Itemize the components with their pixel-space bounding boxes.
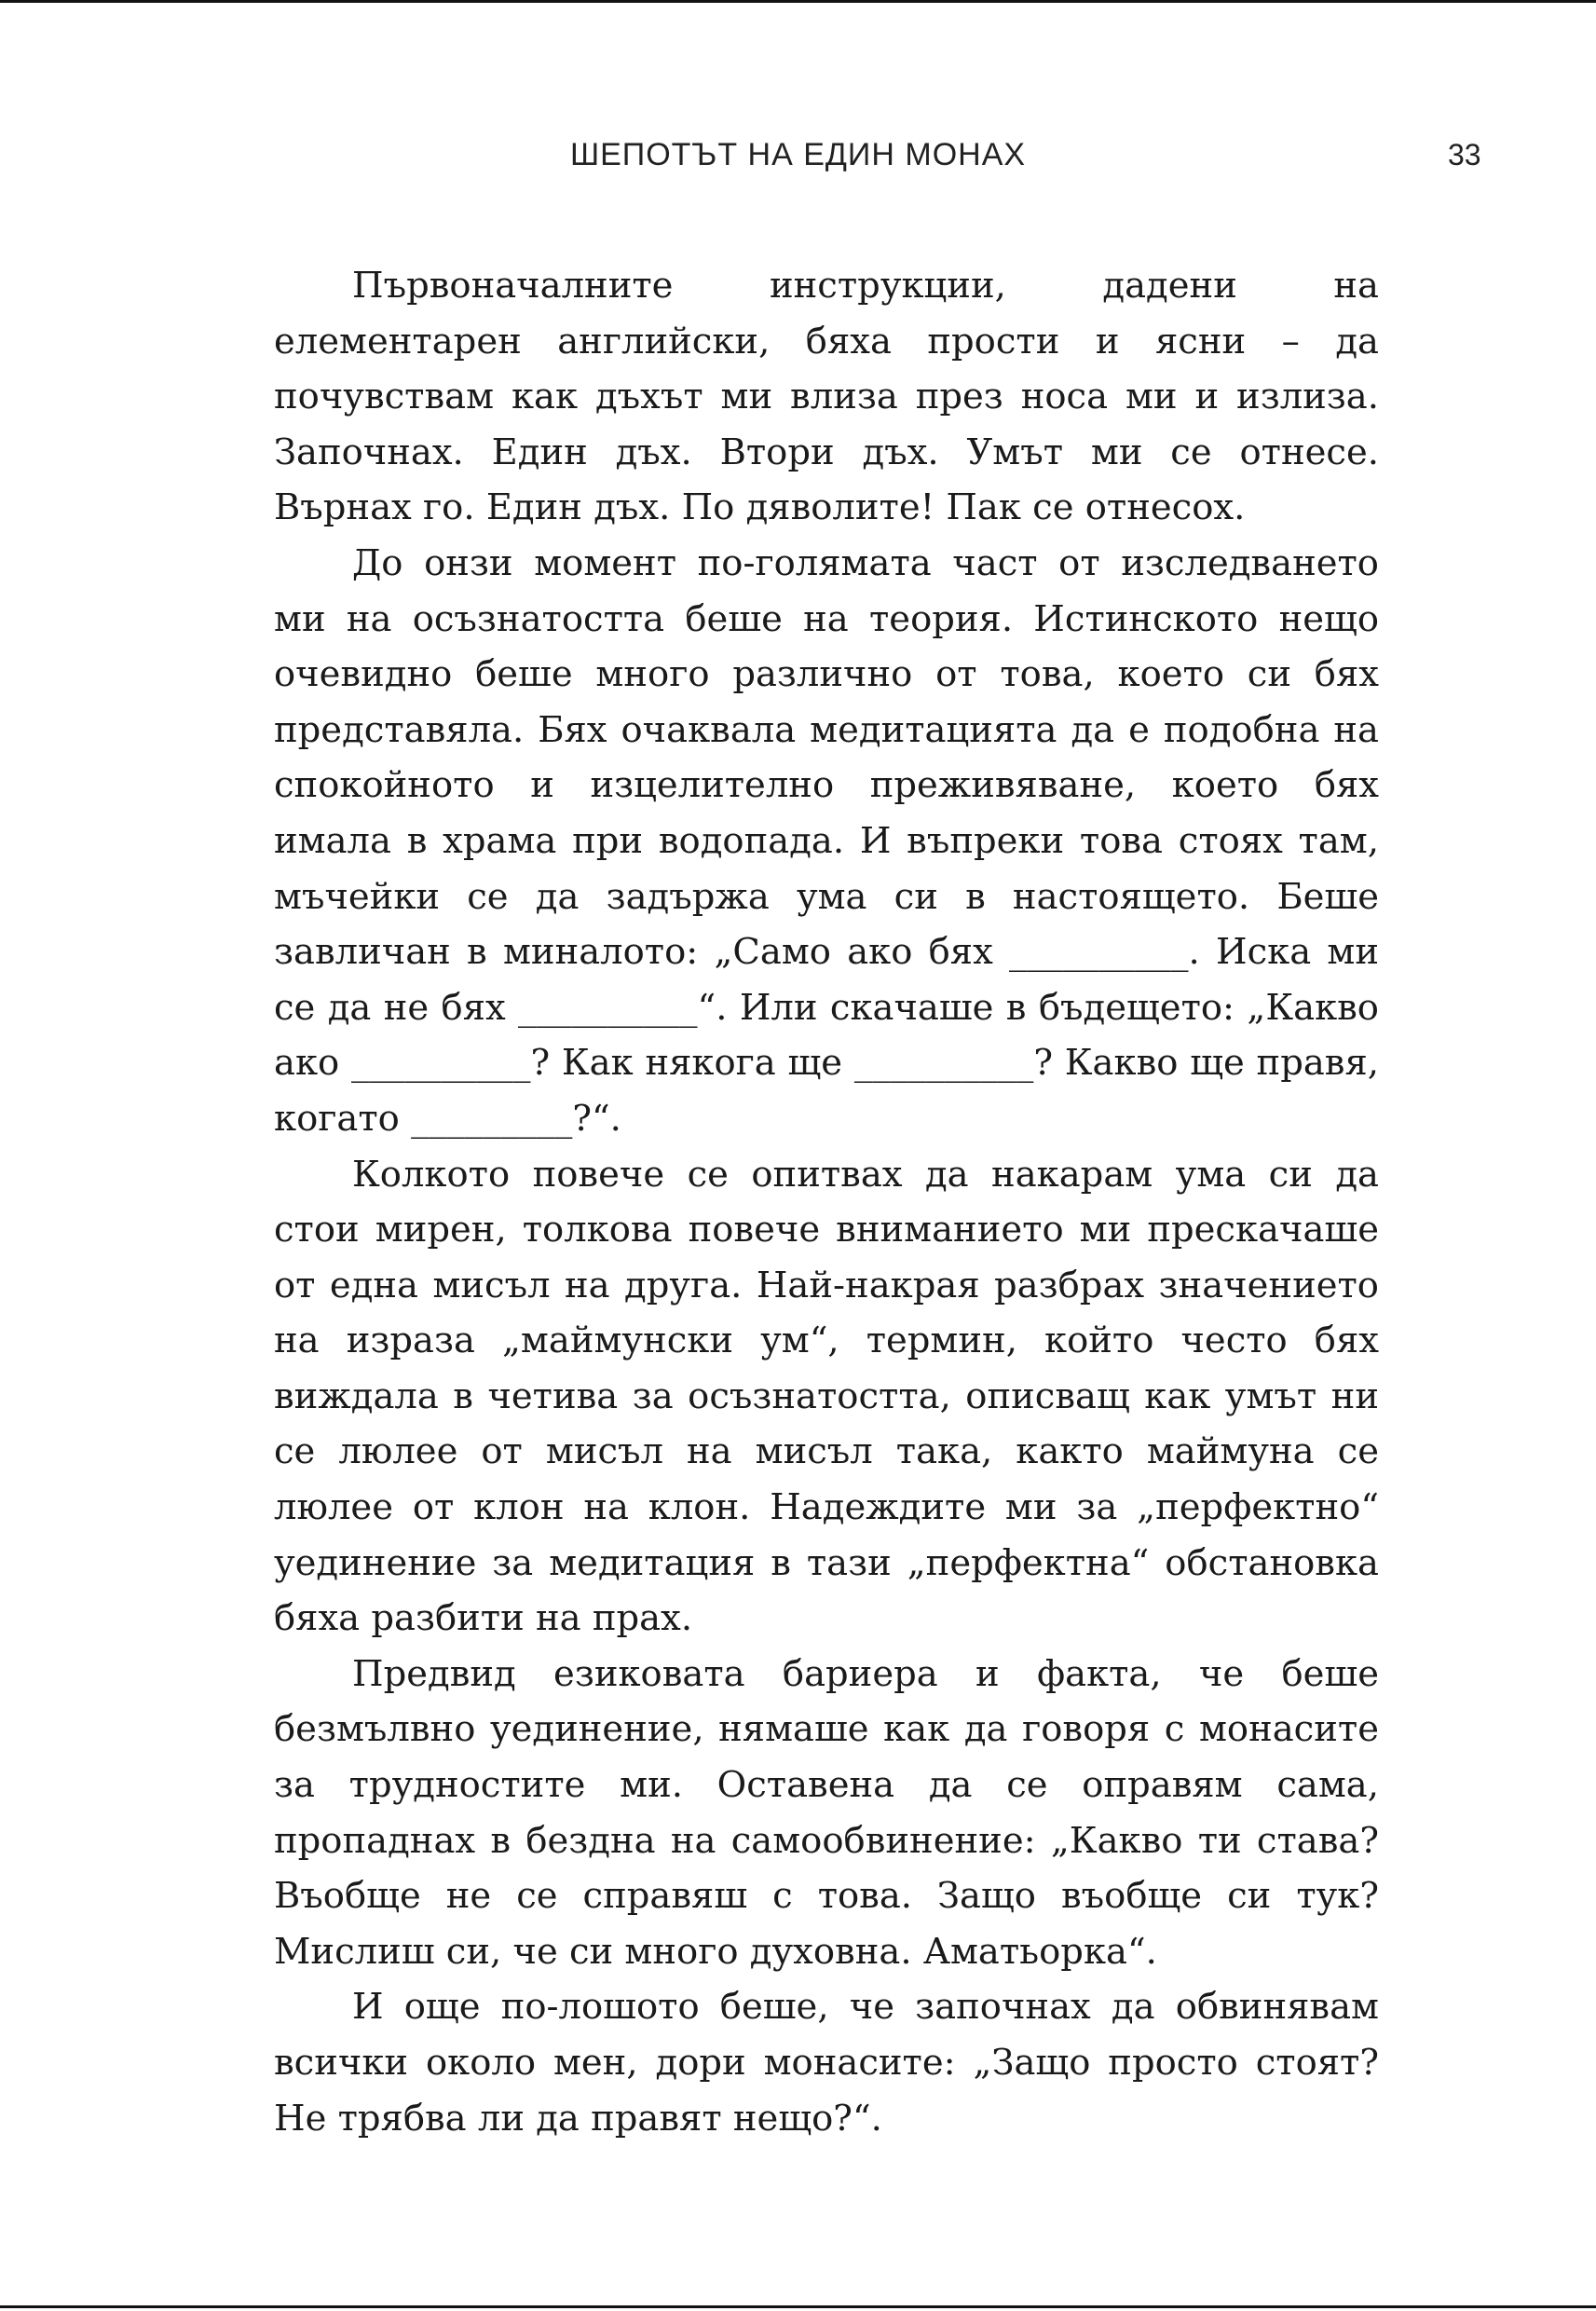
top-border-line — [0, 0, 1596, 3]
bottom-border-line — [0, 2305, 1596, 2308]
running-header — [0, 133, 1596, 176]
page-number: 33 — [1448, 138, 1481, 171]
paragraph-5: И още по-лошото беше, че започнах да обвинявам всички около мен, дори монасите: „Защо просто стоят? Не трябва ли да правят нещо?“. — [274, 1986, 1379, 2140]
paragraph-4: Предвид езиковата бариера и факта, че беше безмълвно уединение, нямаше как да говоря с монасите за трудностите ми. Оставена да се оправям сама, пропаднах в бездна на самообвинение: „Какво ти става? Въобще не се справяш с това. Защо въобще си тук? Мислиш си, че си много духовна. Аматьорка“. — [274, 1652, 1379, 1973]
paragraph-2: До онзи момент по-голямата част от изследването ми на осъзнатостта беше на теория. Истинското нещо очевидно беше много различно от това, което си бях представяла. Бях очаквала медитацията да е подобна на спокойното и изцелително преживяване, което бях имала в храма при водопада. И въпреки това стоях там, мъчейки се да задържа ума си в настоящето. Беше завличан в миналото: „Само ако бях __________. Иска ми се да не бях __________“. Или скачаше в бъдещето: „Какво ако __________? Как някога ще __________? Какво ще правя, когато _________?“. — [274, 541, 1379, 1140]
paragraph-1: Първоначалните инструкции, дадени на елементарен английски, бяха прости и ясни – да почувствам как дъхът ми влиза през носа ми и излиза. Започнах. Един дъх. Втори дъх. Умът ми се отнесе. Върнах го. Един дъх. По дяволите! Пак се отнесох. — [274, 265, 1379, 529]
body-text — [274, 258, 1379, 2146]
running-title: ШЕПОТЪТ НА ЕДИН МОНАХ — [569, 137, 1027, 172]
paragraph-3: Колкото повече се опитвах да накарам ума си да стои мирен, толкова повече вниманието ми прескачаше от една мисъл на друга. Най-накрая разбрах значението на израза „маймунски ум“, термин, който често бях виждала в четива за осъзнатостта, описващ как умът ни се люлее от мисъл на мисъл така, както маймуна се люлее от клон на клон. Надеждите ми за „перфектно“ уединение за медитация в тази „перфектна“ обстановка бяха разбити на прах. — [274, 1153, 1379, 1640]
